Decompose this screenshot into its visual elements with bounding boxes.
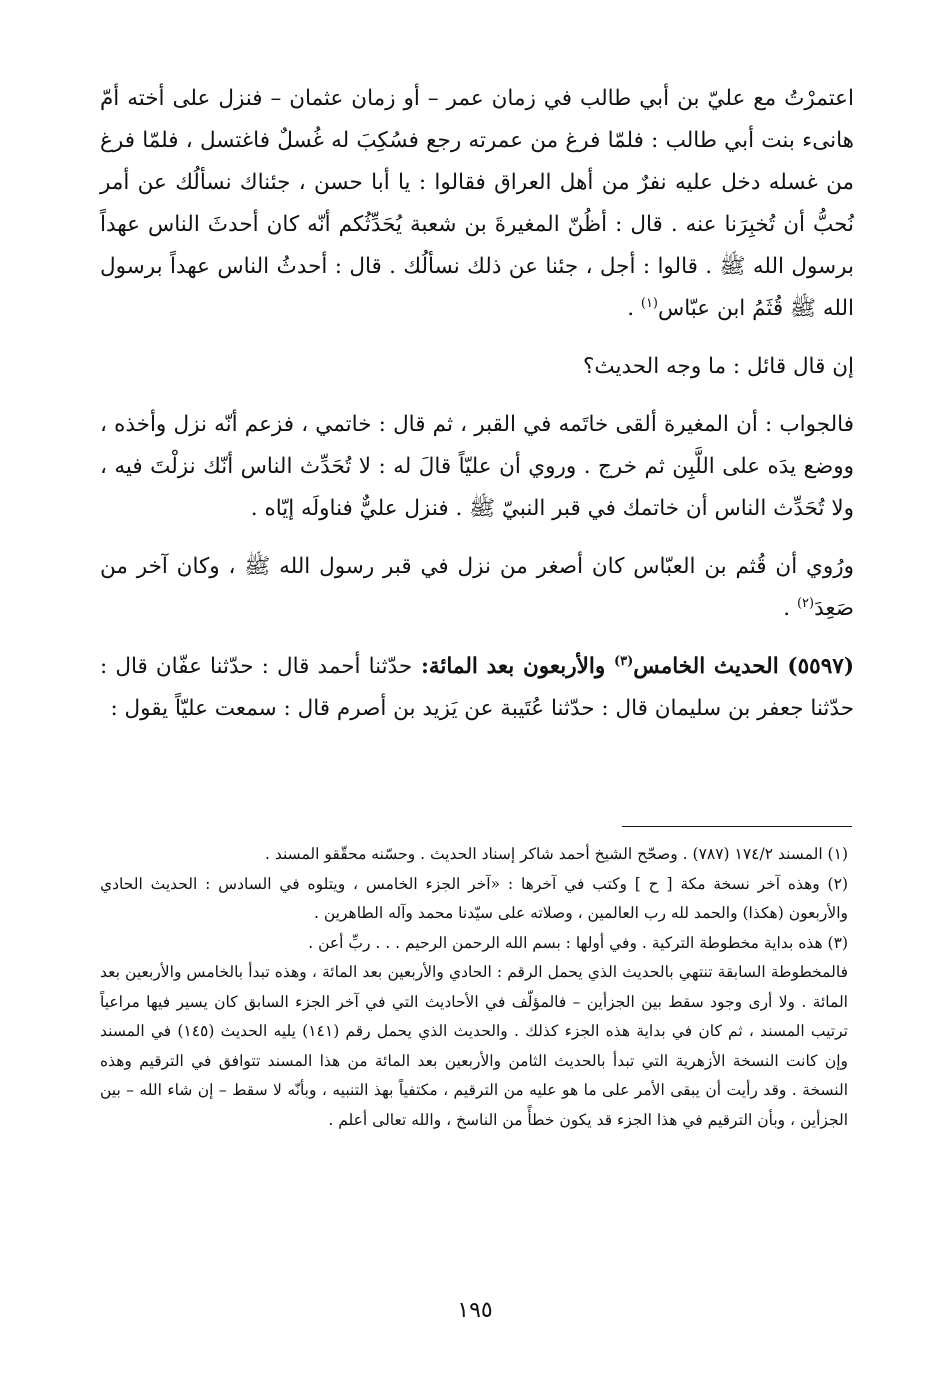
footnote-3: (٣) هذه بداية مخطوطة التركية . وفي أولها : بسم الله الرحمن الرحيم . . . ربِّ أعن .	[308, 933, 848, 952]
paragraph-narration	[100, 78, 854, 330]
hadith-text: حدّثنا أحمد قال : حدّثنا عفّان قال : حدّثنا جعفر بن سليمان قال : حدّثنا عُتَيبة عن يَزيد بن أصرم قال : سمعت عليّاً يقول :	[100, 654, 854, 721]
page-number: ١٩٥	[457, 1298, 493, 1323]
hadith-heading	[412, 654, 854, 679]
footnote-3-continuation: فالمخطوطة السابقة تنتهي بالحديث الذي يحمل الرقم : الحادي والأربعين بعد المائة ، وهذه تبدأ بالخامس والأربعين بعد المائة . ولا أرى وجود سقط بين الجزأين – فالمؤلّف في الأحاديث التي في آخر الجزء السابق كان يسير فيها مراعياً ترتيب المسند ، ثم كان في بداية هذه الجزء كذلك . والحديث الذي يحمل رقم (١٤١) يليه الحديث (١٤٥) في المسند وإن كانت النسخة الأزهرية التي تبدأ بالحديث الثامن والأربعين بعد المائة من هذا المسند تتوافق في الترقيم وهذه النسخة . وقد رأيت أن يبقى الأمر على ما هو عليه من الترقيم ، مكتفياً بهذ التنبيه ، وبأنّه لا سقط – إن شاء الله – بين الجزأين ، وبأن الترقيم في هذا الجزء قد يكون خطأً من الناسخ ، والله تعالى أعلم .	[100, 963, 848, 1129]
footnote-separator	[622, 826, 852, 827]
hadith-heading-number: (٥٥٩٧) الحديث الخامس	[633, 654, 854, 679]
paragraph-answer	[100, 404, 854, 530]
main-text	[100, 78, 854, 746]
hadith-heading-title: والأربعون بعد المائة:	[412, 654, 614, 679]
answer-text: فالجواب : أن المغيرة ألقى خاتَمه في القبر ، ثم قال : خاتمي ، فزعم أنّه نزل وأخذه ، ووضع يدَه على اللَّبِن ثم خرج . وروي أن عليّاً قالَ له : لا تُحَدِّث الناس أنّك نزلْتَ فيه ، ولا تُحَدِّث الناس أن خاتمك في قبر النبيّ ﷺ . فنزل عليٌّ فناولَه إيّاه .	[100, 412, 854, 521]
qutham-text: ورُوي أن قُثم بن العبّاس كان أصغر من نزل في قبر رسول الله ﷺ ، وكان آخر من صَعِدَ	[100, 554, 854, 621]
narration-text: اعتمرْتُ مع عليّ بن أبي طالب في زمان عمر – أو زمان عثمان – فنزل على أخته أمّ هانىء بنت أبي طالب : فلمّا فرغ من عمرته رجع فسُكِبَ له غُسلٌ فاغتسل ، فلمّا فرغ من غسله دخل عليه نفرٌ من أهل العراق فقالوا : يا أبا حسن ، جئناك نسألُك عن أمر نُحبُّ أن تُخبِرَنا عنه . قال : أظُنّ المغيرةَ بن شعبة يُحَدِّثُكم أنّه كان أحدثَ الناس عهداً برسول الله ﷺ . قالوا : أجل ، جئنا عن ذلك نسألُك . قال : أحدثُ الناس عهداً برسول الله ﷺ قُثَمُ ابن عبّاس	[100, 86, 854, 321]
paragraph-question	[100, 346, 854, 388]
footnotes	[100, 840, 848, 1135]
narration-end: .	[627, 296, 641, 321]
footnote-ref-3[interactable]: (٣)	[614, 653, 634, 669]
footnote-1: (١) المسند ١٧٤/٢ (٧٨٧) . وصحّح الشيخ أحمد شاكر إسناد الحديث . وحسّنه محقّقو المسند .	[264, 845, 848, 863]
paragraph-qutham	[100, 546, 854, 630]
paragraph-hadith	[100, 646, 854, 730]
footnote-2: (٢) وهذه آخر نسخة مكة [ ح ] وكتب في آخرها : «آخر الجزء الخامس ، ويتلوه في السادس : الحديث الحادي والأربعون (هكذا) والحمد لله رب العالمين ، وصلاته على سيّدنا محمد وآله الطاهرين .	[100, 874, 848, 922]
footnote-ref-2[interactable]: (٢)	[796, 595, 815, 611]
question-text: إن قال قائل : ما وجه الحديث؟	[582, 354, 854, 379]
qutham-end: .	[783, 596, 797, 621]
footnote-ref-1[interactable]: (١)	[640, 295, 658, 311]
